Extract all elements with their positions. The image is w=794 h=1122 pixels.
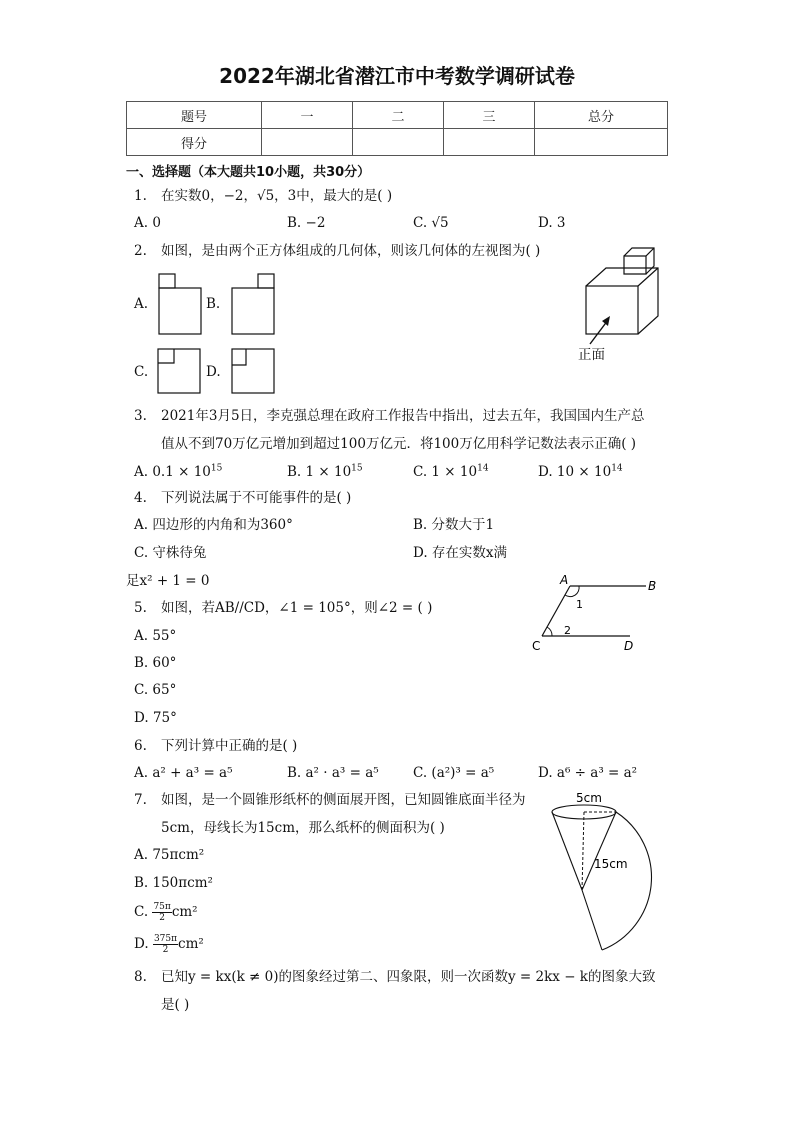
question-stem: 5cm，母线长为15cm，那么纸杯的侧面积为( ) (161, 820, 445, 836)
label-angle-2: 2 (564, 624, 571, 637)
option-a[interactable]: A. 0 (134, 215, 161, 231)
table-cell: 得分 (127, 129, 262, 156)
label-b: B (648, 579, 657, 593)
question-stem: 是( ) (161, 997, 190, 1013)
option-b[interactable]: B. −2 (287, 215, 326, 231)
option-b[interactable]: B. $1 \times 10^{15}$ (287, 463, 363, 480)
option-c[interactable]: C. √5 (413, 215, 449, 231)
option-d[interactable]: D. (206, 364, 221, 380)
option-a[interactable]: A. (134, 296, 149, 312)
option-b[interactable]: B. 分数大于1 (413, 517, 495, 533)
question-number: 1. (134, 188, 147, 204)
option-c[interactable]: C. (a²)³ = a⁵ (413, 765, 495, 781)
table-cell: 总分 (535, 102, 668, 129)
question-stem: 下列计算中正确的是( ) (161, 738, 298, 754)
score-input-cell[interactable] (262, 129, 353, 156)
score-table (126, 101, 668, 156)
score-input-cell[interactable] (353, 129, 444, 156)
label-d: D (624, 639, 634, 653)
label-slant: 15cm (594, 857, 628, 871)
option-c-figure (155, 346, 205, 396)
question-stem: 2021年3月5日，李克强总理在政府工作报告中指出，过去五年，我国国内生产总 (161, 408, 645, 424)
question-number: 5. (134, 600, 147, 616)
option-b[interactable]: B. 150πcm² (134, 875, 213, 891)
table-row (127, 102, 668, 129)
option-b[interactable]: B. a² · a³ = a⁵ (287, 765, 379, 781)
option-d-figure (229, 346, 279, 396)
score-input-cell[interactable] (535, 129, 668, 156)
question-stem: 已知y = kx(k ≠ 0)的图象经过第二、四象限，则一次函数y = 2kx − k的图象大致 (161, 969, 656, 985)
option-d-continued: 足x² + 1 = 0 (126, 573, 210, 589)
option-c[interactable]: C. (134, 364, 149, 380)
question-stem: 如图，是一个圆锥形纸杯的侧面展开图，已知圆锥底面半径为 (161, 792, 526, 808)
question-stem: 值从不到70万亿元增加到超过100万亿元．将100万亿用科学记数法表示正确( ) (161, 436, 637, 452)
option-a[interactable]: A. a² + a³ = a⁵ (134, 765, 233, 781)
question-number: 2. (134, 243, 147, 259)
option-a[interactable]: A. 75πcm² (134, 847, 205, 863)
question-stem: 如图，若AB//CD，∠1 = 105°，则∠2 = ( ) (161, 600, 433, 616)
option-d[interactable]: D. $10 \times 10^{14}$ (538, 463, 623, 480)
table-cell: 题号 (127, 102, 262, 129)
option-b[interactable]: B. 60° (134, 655, 177, 671)
label-radius: 5cm (576, 791, 602, 805)
table-cell: 二 (353, 102, 444, 129)
option-b[interactable]: B. (206, 296, 221, 312)
page-title: 2022年湖北省潜江市中考数学调研试卷 (219, 64, 575, 88)
option-d[interactable]: D. 75° (134, 710, 177, 726)
option-c[interactable]: C. $1 \times 10^{14}$ (413, 463, 489, 480)
option-c[interactable]: C. $\frac{75\pi}{2}$ cm² (134, 902, 198, 923)
question-number: 7. (134, 792, 147, 808)
option-a[interactable]: A. $0.1 \times 10^{15}$ (134, 463, 223, 480)
section-heading: 一、选择题（本大题共10小题，共30分） (126, 165, 371, 180)
figure-label: 正面 (578, 347, 605, 363)
option-d[interactable]: D. a⁶ ÷ a³ = a² (538, 765, 638, 781)
question-stem: 在实数0，−2，√5，3中，最大的是( ) (161, 188, 393, 204)
question-number: 8. (134, 969, 147, 985)
table-row (127, 129, 668, 156)
table-cell: 一 (262, 102, 353, 129)
label-a: A (560, 573, 569, 587)
option-a-figure (155, 272, 205, 336)
score-input-cell[interactable] (444, 129, 535, 156)
label-c: C (532, 639, 541, 653)
option-d[interactable]: D. 存在实数x满 (413, 545, 508, 561)
option-d[interactable]: D. $\frac{375\pi}{2}$ cm² (134, 934, 204, 955)
option-c[interactable]: C. 守株待兔 (134, 545, 207, 561)
question-number: 3. (134, 408, 147, 424)
q7-cone-figure (546, 790, 666, 960)
question-stem: 下列说法属于不可能事件的是( ) (161, 490, 352, 506)
option-b-figure (229, 272, 279, 336)
option-d[interactable]: D. 3 (538, 215, 566, 231)
label-angle-1: 1 (576, 598, 583, 611)
question-number: 6. (134, 738, 147, 754)
table-cell: 三 (444, 102, 535, 129)
question-stem: 如图，是由两个正方体组成的几何体，则该几何体的左视图为( ) (161, 243, 541, 259)
q5-parallel-lines-figure (528, 572, 668, 656)
option-c[interactable]: C. 65° (134, 682, 177, 698)
question-number: 4. (134, 490, 147, 506)
option-a[interactable]: A. 四边形的内角和为360° (134, 517, 293, 533)
option-a[interactable]: A. 55° (134, 628, 177, 644)
